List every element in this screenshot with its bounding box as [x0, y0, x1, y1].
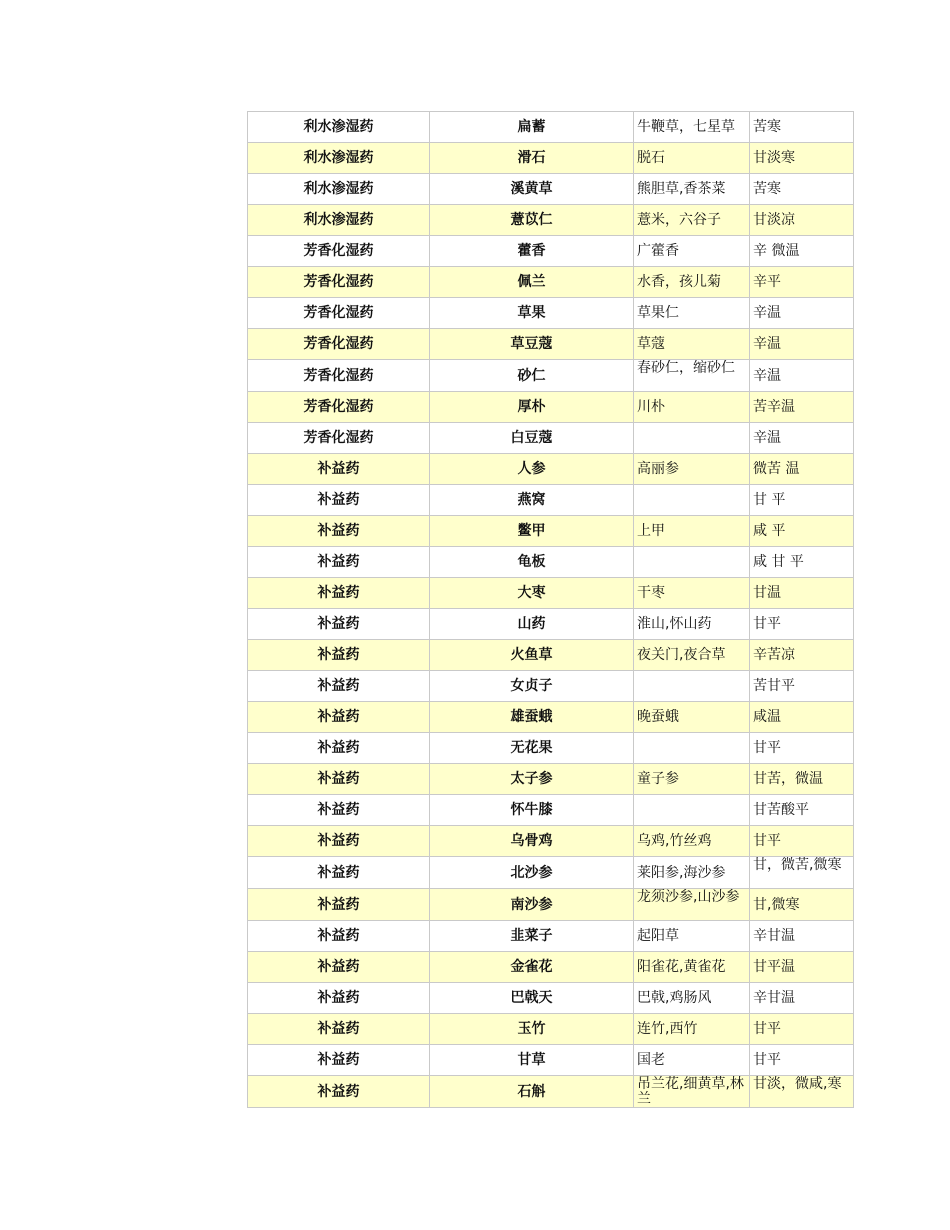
herb-name-cell: 草豆蔻 — [430, 329, 634, 360]
property-cell: 甘平温 — [750, 952, 854, 983]
category-cell: 补益药 — [248, 609, 430, 640]
property-cell: 甘苦酸平 — [750, 795, 854, 826]
alias-cell: 晚蚕蛾 — [634, 702, 750, 733]
alias-cell: 起阳草 — [634, 921, 750, 952]
herb-name-cell: 乌骨鸡 — [430, 826, 634, 857]
alias-cell — [634, 795, 750, 826]
property-cell: 甘淡寒 — [750, 143, 854, 174]
table-row — [248, 1076, 854, 1108]
property-cell: 甘平 — [750, 1014, 854, 1045]
table-row — [248, 112, 854, 143]
alias-cell: 巴戟,鸡肠风 — [634, 983, 750, 1014]
category-cell: 补益药 — [248, 795, 430, 826]
table-row — [248, 143, 854, 174]
herb-name-cell: 雄蚕蛾 — [430, 702, 634, 733]
property-cell: 甘平 — [750, 733, 854, 764]
table-row — [248, 889, 854, 921]
table-row — [248, 578, 854, 609]
table-row — [248, 983, 854, 1014]
herb-name-cell: 龟板 — [430, 547, 634, 578]
table-row — [248, 267, 854, 298]
category-cell: 补益药 — [248, 547, 430, 578]
herb-name-cell: 山药 — [430, 609, 634, 640]
herb-name-cell: 无花果 — [430, 733, 634, 764]
herb-name-cell: 草果 — [430, 298, 634, 329]
alias-cell: 连竹,西竹 — [634, 1014, 750, 1045]
table-row — [248, 423, 854, 454]
property-cell: 甘 平 — [750, 485, 854, 516]
alias-cell: 淮山,怀山药 — [634, 609, 750, 640]
herb-name-cell: 白豆蔻 — [430, 423, 634, 454]
herb-name-cell: 溪黄草 — [430, 174, 634, 205]
herb-name-cell: 火鱼草 — [430, 640, 634, 671]
category-cell: 补益药 — [248, 733, 430, 764]
table-row — [248, 205, 854, 236]
alias-cell: 乌鸡,竹丝鸡 — [634, 826, 750, 857]
herb-name-cell: 厚朴 — [430, 392, 634, 423]
herb-name-cell: 鳖甲 — [430, 516, 634, 547]
alias-cell: 国老 — [634, 1045, 750, 1076]
herb-table-body — [248, 112, 854, 1108]
herb-name-cell: 玉竹 — [430, 1014, 634, 1045]
herb-name-cell: 怀牛膝 — [430, 795, 634, 826]
table-row — [248, 454, 854, 485]
alias-cell — [634, 423, 750, 454]
table-row — [248, 360, 854, 392]
property-cell: 甘淡凉 — [750, 205, 854, 236]
table-row — [248, 702, 854, 733]
alias-cell — [634, 485, 750, 516]
alias-cell: 高丽参 — [634, 454, 750, 485]
property-cell: 甘温 — [750, 578, 854, 609]
table-row — [248, 640, 854, 671]
alias-cell — [634, 733, 750, 764]
herb-name-cell: 甘草 — [430, 1045, 634, 1076]
category-cell: 利水渗湿药 — [248, 174, 430, 205]
herb-name-cell: 女贞子 — [430, 671, 634, 702]
property-cell: 咸温 — [750, 702, 854, 733]
alias-cell: 莱阳参,海沙参 — [634, 857, 750, 889]
table-row — [248, 329, 854, 360]
alias-cell: 上甲 — [634, 516, 750, 547]
property-cell: 甘,微寒 — [750, 889, 854, 921]
herb-name-cell: 薏苡仁 — [430, 205, 634, 236]
property-cell: 甘苦，微温 — [750, 764, 854, 795]
category-cell: 芳香化湿药 — [248, 329, 430, 360]
alias-cell: 童子参 — [634, 764, 750, 795]
alias-cell: 干枣 — [634, 578, 750, 609]
category-cell: 补益药 — [248, 889, 430, 921]
alias-cell: 薏米，六谷子 — [634, 205, 750, 236]
alias-cell: 草蔻 — [634, 329, 750, 360]
category-cell: 利水渗湿药 — [248, 112, 430, 143]
category-cell: 补益药 — [248, 640, 430, 671]
category-cell: 补益药 — [248, 921, 430, 952]
category-cell: 补益药 — [248, 1014, 430, 1045]
herb-name-cell: 人参 — [430, 454, 634, 485]
property-cell: 苦寒 — [750, 174, 854, 205]
category-cell: 芳香化湿药 — [248, 360, 430, 392]
alias-cell — [634, 671, 750, 702]
herb-name-cell: 太子参 — [430, 764, 634, 795]
property-cell: 辛温 — [750, 360, 854, 392]
property-cell: 甘平 — [750, 1045, 854, 1076]
herb-name-cell: 佩兰 — [430, 267, 634, 298]
table-row — [248, 236, 854, 267]
category-cell: 补益药 — [248, 485, 430, 516]
table-row — [248, 1045, 854, 1076]
alias-cell: 草果仁 — [634, 298, 750, 329]
table-row — [248, 485, 854, 516]
alias-cell: 川朴 — [634, 392, 750, 423]
category-cell: 芳香化湿药 — [248, 236, 430, 267]
table-row — [248, 921, 854, 952]
category-cell: 补益药 — [248, 578, 430, 609]
property-cell: 咸 甘 平 — [750, 547, 854, 578]
table-row — [248, 952, 854, 983]
category-cell: 芳香化湿药 — [248, 298, 430, 329]
property-cell: 辛 微温 — [750, 236, 854, 267]
category-cell: 补益药 — [248, 516, 430, 547]
alias-cell: 阳雀花,黄雀花 — [634, 952, 750, 983]
herb-name-cell: 砂仁 — [430, 360, 634, 392]
table-row — [248, 298, 854, 329]
alias-cell: 脱石 — [634, 143, 750, 174]
property-cell: 辛苦凉 — [750, 640, 854, 671]
property-cell: 甘，微苦,微寒 — [750, 857, 854, 889]
category-cell: 补益药 — [248, 983, 430, 1014]
herb-name-cell: 藿香 — [430, 236, 634, 267]
category-cell: 补益药 — [248, 826, 430, 857]
table-row — [248, 671, 854, 702]
table-row — [248, 547, 854, 578]
table-row — [248, 857, 854, 889]
property-cell: 微苦 温 — [750, 454, 854, 485]
category-cell: 补益药 — [248, 1045, 430, 1076]
table-row — [248, 764, 854, 795]
property-cell: 苦甘平 — [750, 671, 854, 702]
alias-cell: 春砂仁，缩砂仁 — [634, 360, 750, 392]
property-cell: 辛温 — [750, 423, 854, 454]
herb-name-cell: 大枣 — [430, 578, 634, 609]
herb-name-cell: 燕窝 — [430, 485, 634, 516]
alias-cell: 水香，孩儿菊 — [634, 267, 750, 298]
alias-cell: 熊胆草,香茶菜 — [634, 174, 750, 205]
table-row — [248, 733, 854, 764]
property-cell: 辛甘温 — [750, 921, 854, 952]
category-cell: 补益药 — [248, 1076, 430, 1108]
herb-name-cell: 北沙参 — [430, 857, 634, 889]
category-cell: 利水渗湿药 — [248, 143, 430, 174]
herb-name-cell: 巴戟天 — [430, 983, 634, 1014]
category-cell: 利水渗湿药 — [248, 205, 430, 236]
herb-name-cell: 扁蓄 — [430, 112, 634, 143]
property-cell: 苦寒 — [750, 112, 854, 143]
property-cell: 甘平 — [750, 826, 854, 857]
herb-name-cell: 滑石 — [430, 143, 634, 174]
table-row — [248, 795, 854, 826]
property-cell: 甘平 — [750, 609, 854, 640]
alias-cell: 夜关门,夜合草 — [634, 640, 750, 671]
property-cell: 甘淡，微咸,寒 — [750, 1076, 854, 1108]
property-cell: 咸 平 — [750, 516, 854, 547]
property-cell: 辛温 — [750, 298, 854, 329]
category-cell: 芳香化湿药 — [248, 392, 430, 423]
category-cell: 补益药 — [248, 857, 430, 889]
property-cell: 辛甘温 — [750, 983, 854, 1014]
category-cell: 补益药 — [248, 764, 430, 795]
category-cell: 补益药 — [248, 671, 430, 702]
table-row — [248, 392, 854, 423]
category-cell: 补益药 — [248, 454, 430, 485]
property-cell: 辛平 — [750, 267, 854, 298]
alias-cell: 牛鞭草，七星草 — [634, 112, 750, 143]
table-row — [248, 516, 854, 547]
table-row — [248, 174, 854, 205]
herb-name-cell: 石斛 — [430, 1076, 634, 1108]
herb-name-cell: 韭菜子 — [430, 921, 634, 952]
herb-name-cell: 金雀花 — [430, 952, 634, 983]
category-cell: 芳香化湿药 — [248, 423, 430, 454]
category-cell: 补益药 — [248, 952, 430, 983]
category-cell: 芳香化湿药 — [248, 267, 430, 298]
table-row — [248, 609, 854, 640]
herb-table — [247, 111, 854, 1108]
alias-cell: 广藿香 — [634, 236, 750, 267]
herb-name-cell: 南沙参 — [430, 889, 634, 921]
alias-cell: 龙须沙参,山沙参 — [634, 889, 750, 921]
table-row — [248, 1014, 854, 1045]
alias-cell — [634, 547, 750, 578]
alias-cell: 吊兰花,细黄草,林兰 — [634, 1076, 750, 1108]
property-cell: 苦辛温 — [750, 392, 854, 423]
table-row — [248, 826, 854, 857]
property-cell: 辛温 — [750, 329, 854, 360]
category-cell: 补益药 — [248, 702, 430, 733]
